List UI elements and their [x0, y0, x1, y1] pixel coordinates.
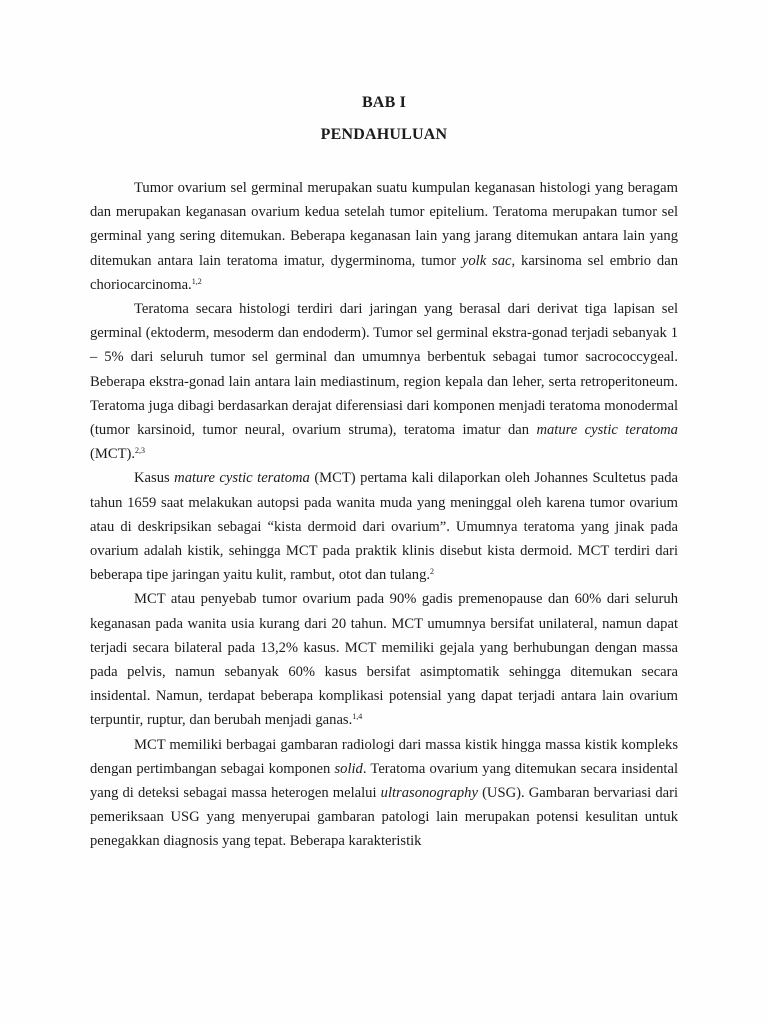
paragraph-2 [90, 297, 678, 466]
paragraph-5 [90, 733, 678, 854]
paragraph-3 [90, 466, 678, 587]
paragraph-1 [90, 176, 678, 297]
citation-superscript: 1,2 [191, 276, 202, 286]
italic-term: ultrasonography [380, 785, 478, 802]
paragraph-1-text-end: , karsinoma sel embrio dan choriocarcinoma. [90, 252, 678, 293]
paragraph-1-text: Tumor ovarium sel germinal merupakan suatu kumpulan keganasan histologi yang beragam dan merupakan keganasan ovarium kedua setelah tumor epitelium. Teratoma merupakan tumor sel germinal yang sering ditemukan. Beberapa keganasan lain yang jarang ditemukan antara lain yang ditemukan antara lain teratoma imatur, dygerminoma, tumor [90, 180, 678, 269]
paragraph-2-text-end: (MCT). [90, 446, 135, 463]
paragraph-4-text: MCT atau penyebab tumor ovarium pada 90% gadis premenopause dan 60% dari seluruh keganasan pada wanita usia kurang dari 20 tahun. MCT umumnya bersifat unilateral, namun dapat terjadi secara bilateral pada 13,2% kasus. MCT memiliki gejala yang berhubungan dengan massa pada pelvis, namun sebanyak 60% kasus bersifat asimptomatik sehingga ditemukan secara insidental. Namun, terdapat beberapa komplikasi potensial yang dapat terjadi antara lain ovarium terpuntir, ruptur, dan berubah menjadi ganas. [90, 591, 678, 729]
chapter-number: BAB I [361, 94, 407, 111]
body-text [90, 176, 678, 854]
italic-term: mature cystic teratoma [536, 422, 678, 439]
chapter-title: PENDAHULUAN [320, 126, 448, 143]
italic-term: yolk sac [461, 252, 512, 269]
paragraph-4 [90, 587, 678, 732]
paragraph-3-text: Kasus [134, 470, 175, 487]
citation-superscript: 2,3 [135, 446, 145, 456]
paragraph-5-text-mid: . Teratoma ovarium yang ditemukan secara insidental yang di deteksi sebagai massa heterogen melalui [90, 760, 678, 802]
paragraph-2-text: Teratoma secara histologi terdiri dari jaringan yang berasal dari derivat tiga lapisan sel germinal (ektoderm, mesoderm dan endoderm). Tumor sel germinal ekstra-gonad terjadi sebanyak 1 – 5% dari seluruh tumor sel germinal dan umumnya berbentuk sebagai tumor sacrococcygeal. Beberapa ekstra-gonad lain antara lain mediastinum, region kepala dan leher, serta retroperitoneum. Teratoma juga dibagi berdasarkan derajat diferensiasi dari komponen menjadi teratoma monodermal (tumor karsinoid, tumor neural, ovarium struma), teratoma imatur dan [90, 301, 678, 439]
citation-superscript: 2 [430, 567, 435, 577]
paragraph-5-text: MCT memiliki berbagai gambaran radiologi dari massa kistik hingga massa kistik kompleks dengan pertimbangan sebagai komponen [90, 736, 678, 777]
paragraph-3-text-end: (MCT) pertama kali dilaporkan oleh Johannes Scultetus pada tahun 1659 saat melakukan autopsi pada wanita muda yang meninggal oleh karena tumor ovarium atau di deskripsikan sebagai “kista dermoid dari ovarium”. Umumnya teratoma yang jinak pada ovarium adalah kistik, sehingga MCT pada praktik klinis disebut kista dermoid. MCT terdiri dari beberapa tipe jaringan yaitu kulit, rambut, otot dan tulang. [90, 470, 678, 584]
citation-superscript: 1,4 [352, 712, 363, 722]
italic-term: mature cystic teratoma [174, 470, 310, 487]
paragraph-5-text-end: (USG). Gambaran bervariasi dari pemeriksaan USG yang menyerupai gambaran patologi lain merupakan potensi kesulitan untuk penegakkan diagnosis yang tepat. Beberapa karakteristik [90, 785, 679, 850]
italic-term: solid [334, 760, 363, 777]
